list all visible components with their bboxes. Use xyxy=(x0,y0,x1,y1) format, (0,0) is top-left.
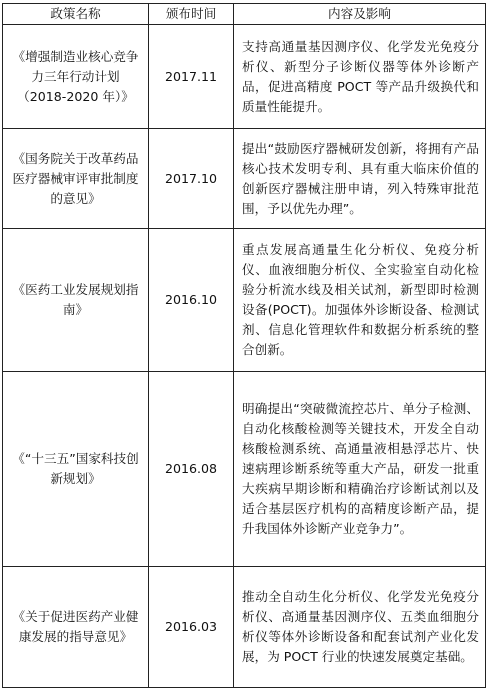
issue-date: 2017.10 xyxy=(149,129,234,229)
policy-name: 《增强制造业核心竞争力三年行动计划（2018-2020 年）》 xyxy=(3,25,149,129)
issue-date: 2017.11 xyxy=(149,25,234,129)
policy-content: 提出“鼓励医疗器械研发创新，将拥有产品核心技术发明专利、具有重大临床价值的创新医疗器械注册申请，列入特殊审批范围，予以优先办理”。 xyxy=(234,129,486,229)
table-row xyxy=(3,567,486,688)
header-row xyxy=(3,4,486,25)
header-issue-date: 颁布时间 xyxy=(149,4,234,25)
table-row xyxy=(3,372,486,567)
issue-date: 2016.08 xyxy=(149,372,234,567)
policy-name: 《关于促进医药产业健康发展的指导意见》 xyxy=(3,567,149,688)
policy-content: 支持高通量基因测序仪、化学发光免疫分析仪、新型分子诊断仪器等体外诊断产品，促进高精度 POCT 等产品升级换代和质量性能提升。 xyxy=(234,25,486,129)
table-row xyxy=(3,229,486,372)
issue-date: 2016.10 xyxy=(149,229,234,372)
issue-date: 2016.03 xyxy=(149,567,234,688)
table-row xyxy=(3,25,486,129)
policy-content: 重点发展高通量生化分析仪、免疫分析仪、血液细胞分析仪、全实验室自动化检验分析流水线及相关试剂，新型即时检测设备(POCT)。加强体外诊断设备、检测试剂、信息化管理软件和数据分析系统的整合创新。 xyxy=(234,229,486,372)
policy-content: 明确提出“突破微流控芯片、单分子检测、自动化核酸检测等关键技术，开发全自动核酸检测系统、高通量液相悬浮芯片、快速病理诊断系统等重大产品，研发一批重大疾病早期诊断和精确治疗诊断试剂以及适合基层医疗机构的高精度诊断产品，提升我国体外诊断产业竞争力”。 xyxy=(234,372,486,567)
policy-table xyxy=(2,3,486,688)
table-row xyxy=(3,129,486,229)
policy-name: 《“十三五”国家科技创新规划》 xyxy=(3,372,149,567)
policy-content: 推动全自动生化分析仪、化学发光免疫分析仪、高通量基因测序仪、五类血细胞分析仪等体外诊断设备和配套试剂产业化发展，为 POCT 行业的快速发展奠定基础。 xyxy=(234,567,486,688)
header-content-impact: 内容及影响 xyxy=(234,4,486,25)
policy-name: 《医药工业发展规划指南》 xyxy=(3,229,149,372)
header-policy-name: 政策名称 xyxy=(3,4,149,25)
policy-name: 《国务院关于改革药品医疗器械审评审批制度的意见》 xyxy=(3,129,149,229)
